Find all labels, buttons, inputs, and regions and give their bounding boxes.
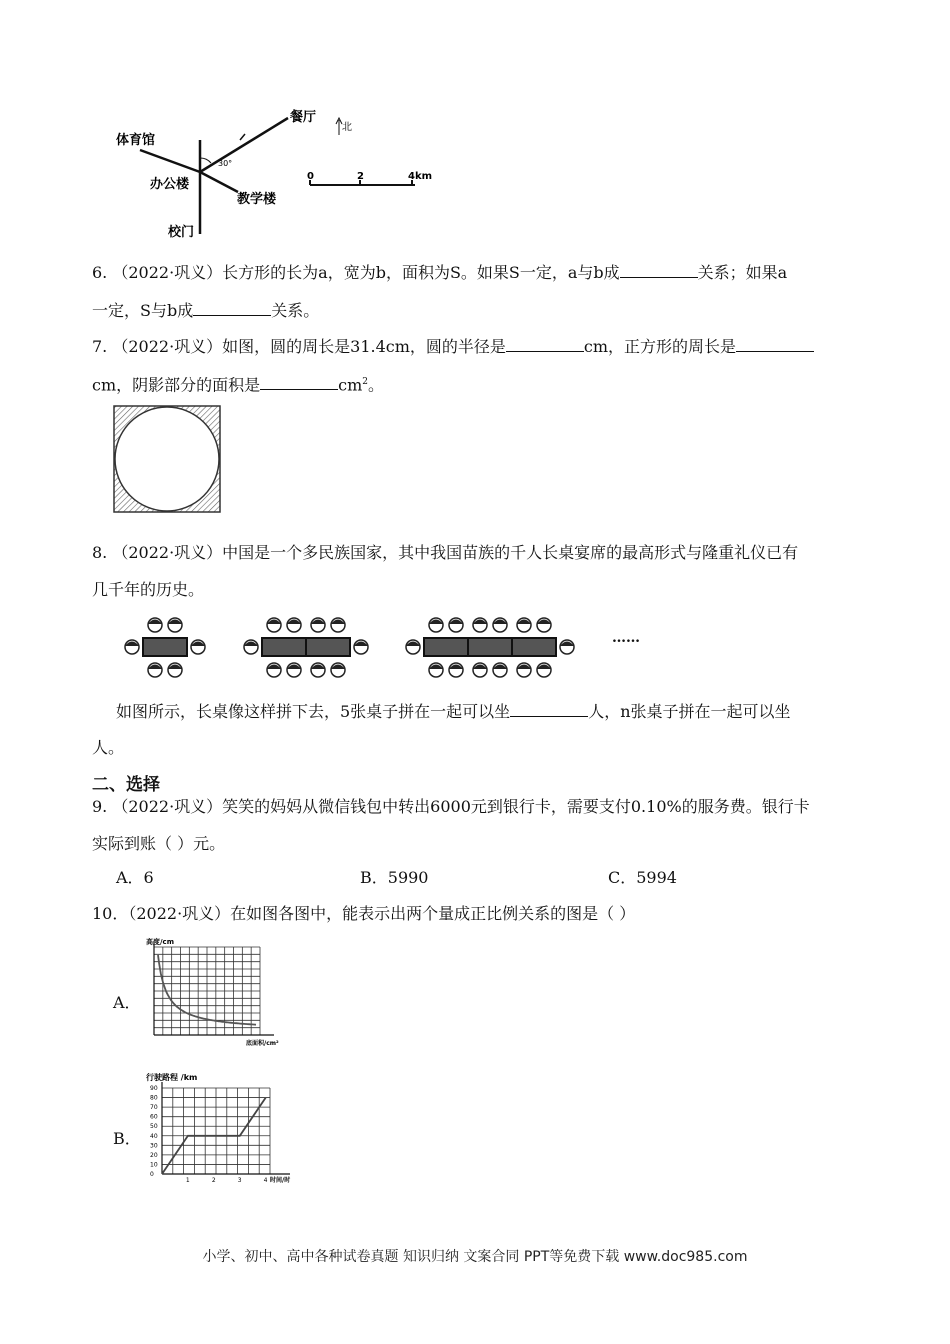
diner-bottom [287, 663, 301, 677]
graph-b-xlabel: 时间/时 [270, 1177, 291, 1184]
q9-option-c[interactable]: C．5994 [608, 868, 677, 887]
q7-blank-radius[interactable] [506, 335, 584, 352]
diner-top [473, 618, 487, 632]
angle-label: 30° [218, 159, 233, 168]
y-tick-label: 70 [150, 1104, 158, 1112]
x-tick-label: 4 [263, 1177, 268, 1184]
diner-right [560, 640, 574, 654]
gate-label: 校门 [168, 225, 195, 240]
q8-line3: 如图所示，长桌像这样拼下去，5张桌子拼在一起可以坐 人，n张桌子拼在一起可以坐 [116, 702, 791, 721]
diner-bottom [537, 663, 551, 677]
y-tick-label: 90 [150, 1085, 158, 1092]
diner-bottom [473, 663, 487, 677]
y-tick-label: 40 [150, 1132, 158, 1140]
diner-bottom [449, 663, 463, 677]
table-1-1 [143, 638, 187, 656]
y-tick-label: 30 [150, 1142, 158, 1150]
north-label: 北 [342, 122, 352, 133]
diner-right [191, 640, 205, 654]
diner-top [311, 618, 325, 632]
office-label: 办公楼 [150, 177, 190, 192]
diner-top [449, 618, 463, 632]
diner-bottom [517, 663, 531, 677]
table-2-1 [262, 638, 306, 656]
diner-bottom [267, 663, 281, 677]
diner-bottom [168, 663, 182, 677]
q8-blank-5-tables[interactable] [510, 700, 588, 717]
page-footer: 小学、初中、高中各种试卷真题 知识归纳 文案合同 PPT等免费下载 www.doc985.com [202, 1249, 748, 1265]
scale-tick-2: 2 [357, 171, 364, 182]
teaching-building-label: 教学楼 [237, 192, 277, 207]
y-tick-label: 20 [150, 1151, 158, 1159]
y-tick-label: 80 [150, 1094, 158, 1102]
diner-bottom [429, 663, 443, 677]
q7-blank-area[interactable] [260, 373, 338, 390]
q9-option-b[interactable]: B．5990 [360, 868, 429, 887]
graph-a-ylabel: 高度/cm [146, 938, 174, 946]
x-tick-label: 2 [211, 1177, 216, 1184]
q6-blank-1[interactable] [620, 261, 698, 278]
q7-line1: 7. （2022·巩义）如图，圆的周长是31.4cm，圆的半径是 cm，正方形的周长是 [92, 335, 814, 357]
diner-left [125, 640, 139, 654]
q9-line1: 9. （2022·巩义）笑笑的妈妈从微信钱包中转出6000元到银行卡，需要支付0.10%的服务费。银行卡 [92, 797, 810, 816]
q7-blank-perimeter[interactable] [736, 335, 814, 352]
diner-bottom [148, 663, 162, 677]
diner-top [429, 618, 443, 632]
scale-tick-0: 0 [307, 171, 314, 182]
y-tick-label: 60 [150, 1113, 158, 1121]
q7-line2: cm，阴影部分的面积是 $cm^2$。 [92, 375, 385, 395]
q8-line4: 人。 [92, 738, 125, 757]
diner-top [267, 618, 281, 632]
circle-shape [115, 407, 219, 511]
graph-b-ylabel: 行驶路程 /km [146, 1073, 198, 1082]
q10-option-a-label[interactable]: A． [113, 993, 141, 1012]
diner-left [406, 640, 420, 654]
diner-top [537, 618, 551, 632]
q8-line1: 8. （2022·巩义）中国是一个多民族国家，其中我国苗族的千人长桌宴席的最高形式与隆重礼仪已有 [92, 543, 799, 562]
restaurant-label: 餐厅 [290, 110, 317, 125]
q10-line1: 10．（2022·巩义）在如图各图中，能表示出两个量成正比例关系的图是（ ） [92, 904, 636, 923]
q6-line2: 一定，S与b成 关系。 [92, 301, 320, 320]
x-tick-label: 3 [237, 1177, 242, 1184]
q6-line1: 6. （2022·巩义）长方形的长为a，宽为b，面积为S。如果S一定，a与b成 关系；如果a [92, 263, 788, 282]
q9-line2: 实际到账（ ）元。 [92, 834, 226, 853]
diner-top [331, 618, 345, 632]
q9-option-a[interactable]: A．6 [116, 868, 154, 887]
gym-label: 体育馆 [116, 133, 156, 148]
tables-ellipsis: …… [612, 630, 640, 646]
map-drawing [110, 100, 450, 245]
diner-bottom [331, 663, 345, 677]
graph-b[interactable] [142, 1068, 314, 1186]
tables-figure [115, 610, 665, 686]
diner-top [168, 618, 182, 632]
diner-top [287, 618, 301, 632]
y-tick-label: 10 [150, 1161, 158, 1169]
q10-option-b-label[interactable]: B． [113, 1129, 141, 1148]
circle-square-figure [112, 404, 224, 516]
diner-bottom [493, 663, 507, 677]
diner-right [354, 640, 368, 654]
x-tick-label: 1 [185, 1177, 190, 1184]
q8-line2: 几千年的历史。 [92, 580, 205, 599]
table-3-1 [424, 638, 468, 656]
graph-a[interactable] [142, 935, 292, 1047]
diner-top [148, 618, 162, 632]
y-tick-label: 50 [150, 1123, 158, 1131]
diner-top [493, 618, 507, 632]
section-title-choice: 二、选择 [92, 775, 160, 795]
table-3-3 [512, 638, 556, 656]
table-2-2 [306, 638, 350, 656]
q6-blank-2[interactable] [193, 299, 271, 316]
diner-bottom [311, 663, 325, 677]
diner-top [517, 618, 531, 632]
table-3-2 [468, 638, 512, 656]
map-figure [110, 100, 450, 245]
y-tick-label: 0 [150, 1171, 154, 1178]
diner-left [244, 640, 258, 654]
scale-tick-4km: 4km [408, 171, 433, 182]
graph-a-xlabel: 底面积/cm² [246, 1040, 279, 1047]
